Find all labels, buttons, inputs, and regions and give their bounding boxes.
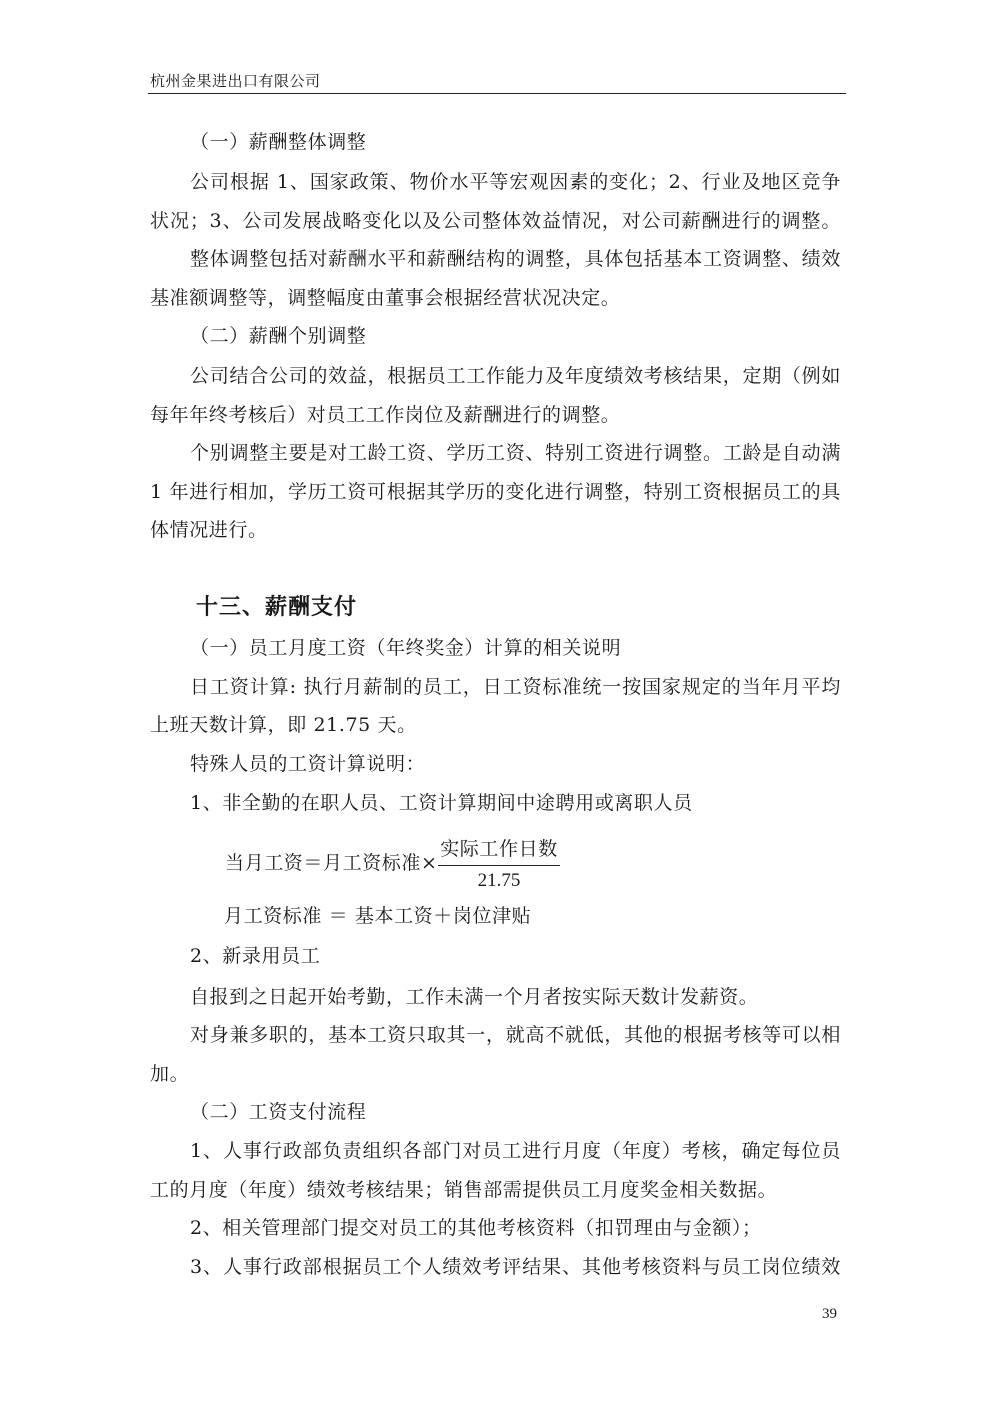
section-title-overall-adjustment: （一）薪酬整体调整	[190, 131, 367, 153]
section-title-payment-process: （二）工资支付流程	[190, 1101, 367, 1123]
header-company-name: 杭州金果进出口有限公司	[150, 72, 321, 90]
paragraph-line: 上班天数计算，即 21.75 天。	[150, 714, 417, 736]
section-title-wage-calculation: （一）员工月度工资（年终奖金）计算的相关说明	[190, 637, 622, 659]
formula-left-side: 当月工资＝月工资标准×	[225, 852, 438, 874]
paragraph-line: 个别调整主要是对工龄工资、学历工资、特别工资进行调整。工龄是自动满	[190, 442, 841, 464]
chapter-title-salary-payment: 十三、薪酬支付	[196, 595, 358, 620]
paragraph-line: 1、人事行政部负责组织各部门对员工进行月度（年度）考核，确定每位员	[190, 1140, 841, 1162]
paragraph-line: 自报到之日起开始考勤，工作未满一个月者按实际天数计发薪资。	[190, 986, 759, 1008]
paragraph-line: 公司结合公司的效益，根据员工工作能力及年度绩效考核结果，定期（例如	[190, 365, 841, 387]
fraction-bar	[438, 865, 560, 866]
paragraph-line: 1 年进行相加，学历工资可根据其学历的变化进行调整，特别工资根据员工的具	[150, 481, 841, 503]
page-number: 39	[822, 1306, 837, 1322]
header-divider	[148, 93, 846, 94]
paragraph-line: 每年年终考核后）对员工工作岗位及薪酬进行的调整。	[150, 404, 621, 426]
paragraph-line: 状况；3、公司发展战略变化以及公司整体效益情况，对公司薪酬进行的调整。	[150, 210, 841, 232]
formula-fraction	[438, 834, 560, 892]
paragraph-line: 体情况进行。	[150, 519, 268, 541]
paragraph-line: 加。	[150, 1063, 190, 1085]
list-item: 2、新录用员工	[190, 945, 321, 967]
formula-denominator: 21.75	[477, 870, 521, 891]
paragraph-line: 特殊人员的工资计算说明：	[190, 753, 426, 775]
paragraph-line: 3、人事行政部根据员工个人绩效考评结果、其他考核资料与员工岗位绩效	[190, 1256, 841, 1278]
section-title-individual-adjustment: （二）薪酬个别调整	[190, 325, 367, 347]
paragraph-line: 对身兼多职的，基本工资只取其一，就高不就低，其他的根据考核等可以相	[190, 1024, 841, 1046]
paragraph-line: 2、相关管理部门提交对员工的其他考核资料（扣罚理由与金额）；	[190, 1217, 762, 1239]
paragraph-line: 公司根据 1、国家政策、物价水平等宏观因素的变化；2、行业及地区竞争	[190, 171, 841, 193]
formula-numerator: 实际工作日数	[440, 838, 558, 860]
list-item: 1、非全勤的在职人员、工资计算期间中途聘用或离职人员	[190, 792, 693, 814]
paragraph-line: 日工资计算: 执行月薪制的员工，日工资标准统一按国家规定的当年月平均	[190, 676, 841, 698]
paragraph-line: 工的月度（年度）绩效考核结果；销售部需提供员工月度奖金相关数据。	[150, 1179, 778, 1201]
paragraph-line: 整体调整包括对薪酬水平和薪酬结构的调整，具体包括基本工资调整、绩效	[190, 248, 841, 270]
formula-definition: 月工资标准 ＝ 基本工资＋岗位津贴	[224, 905, 532, 927]
paragraph-line: 基准额调整等，调整幅度由董事会根据经营状况决定。	[150, 287, 621, 309]
